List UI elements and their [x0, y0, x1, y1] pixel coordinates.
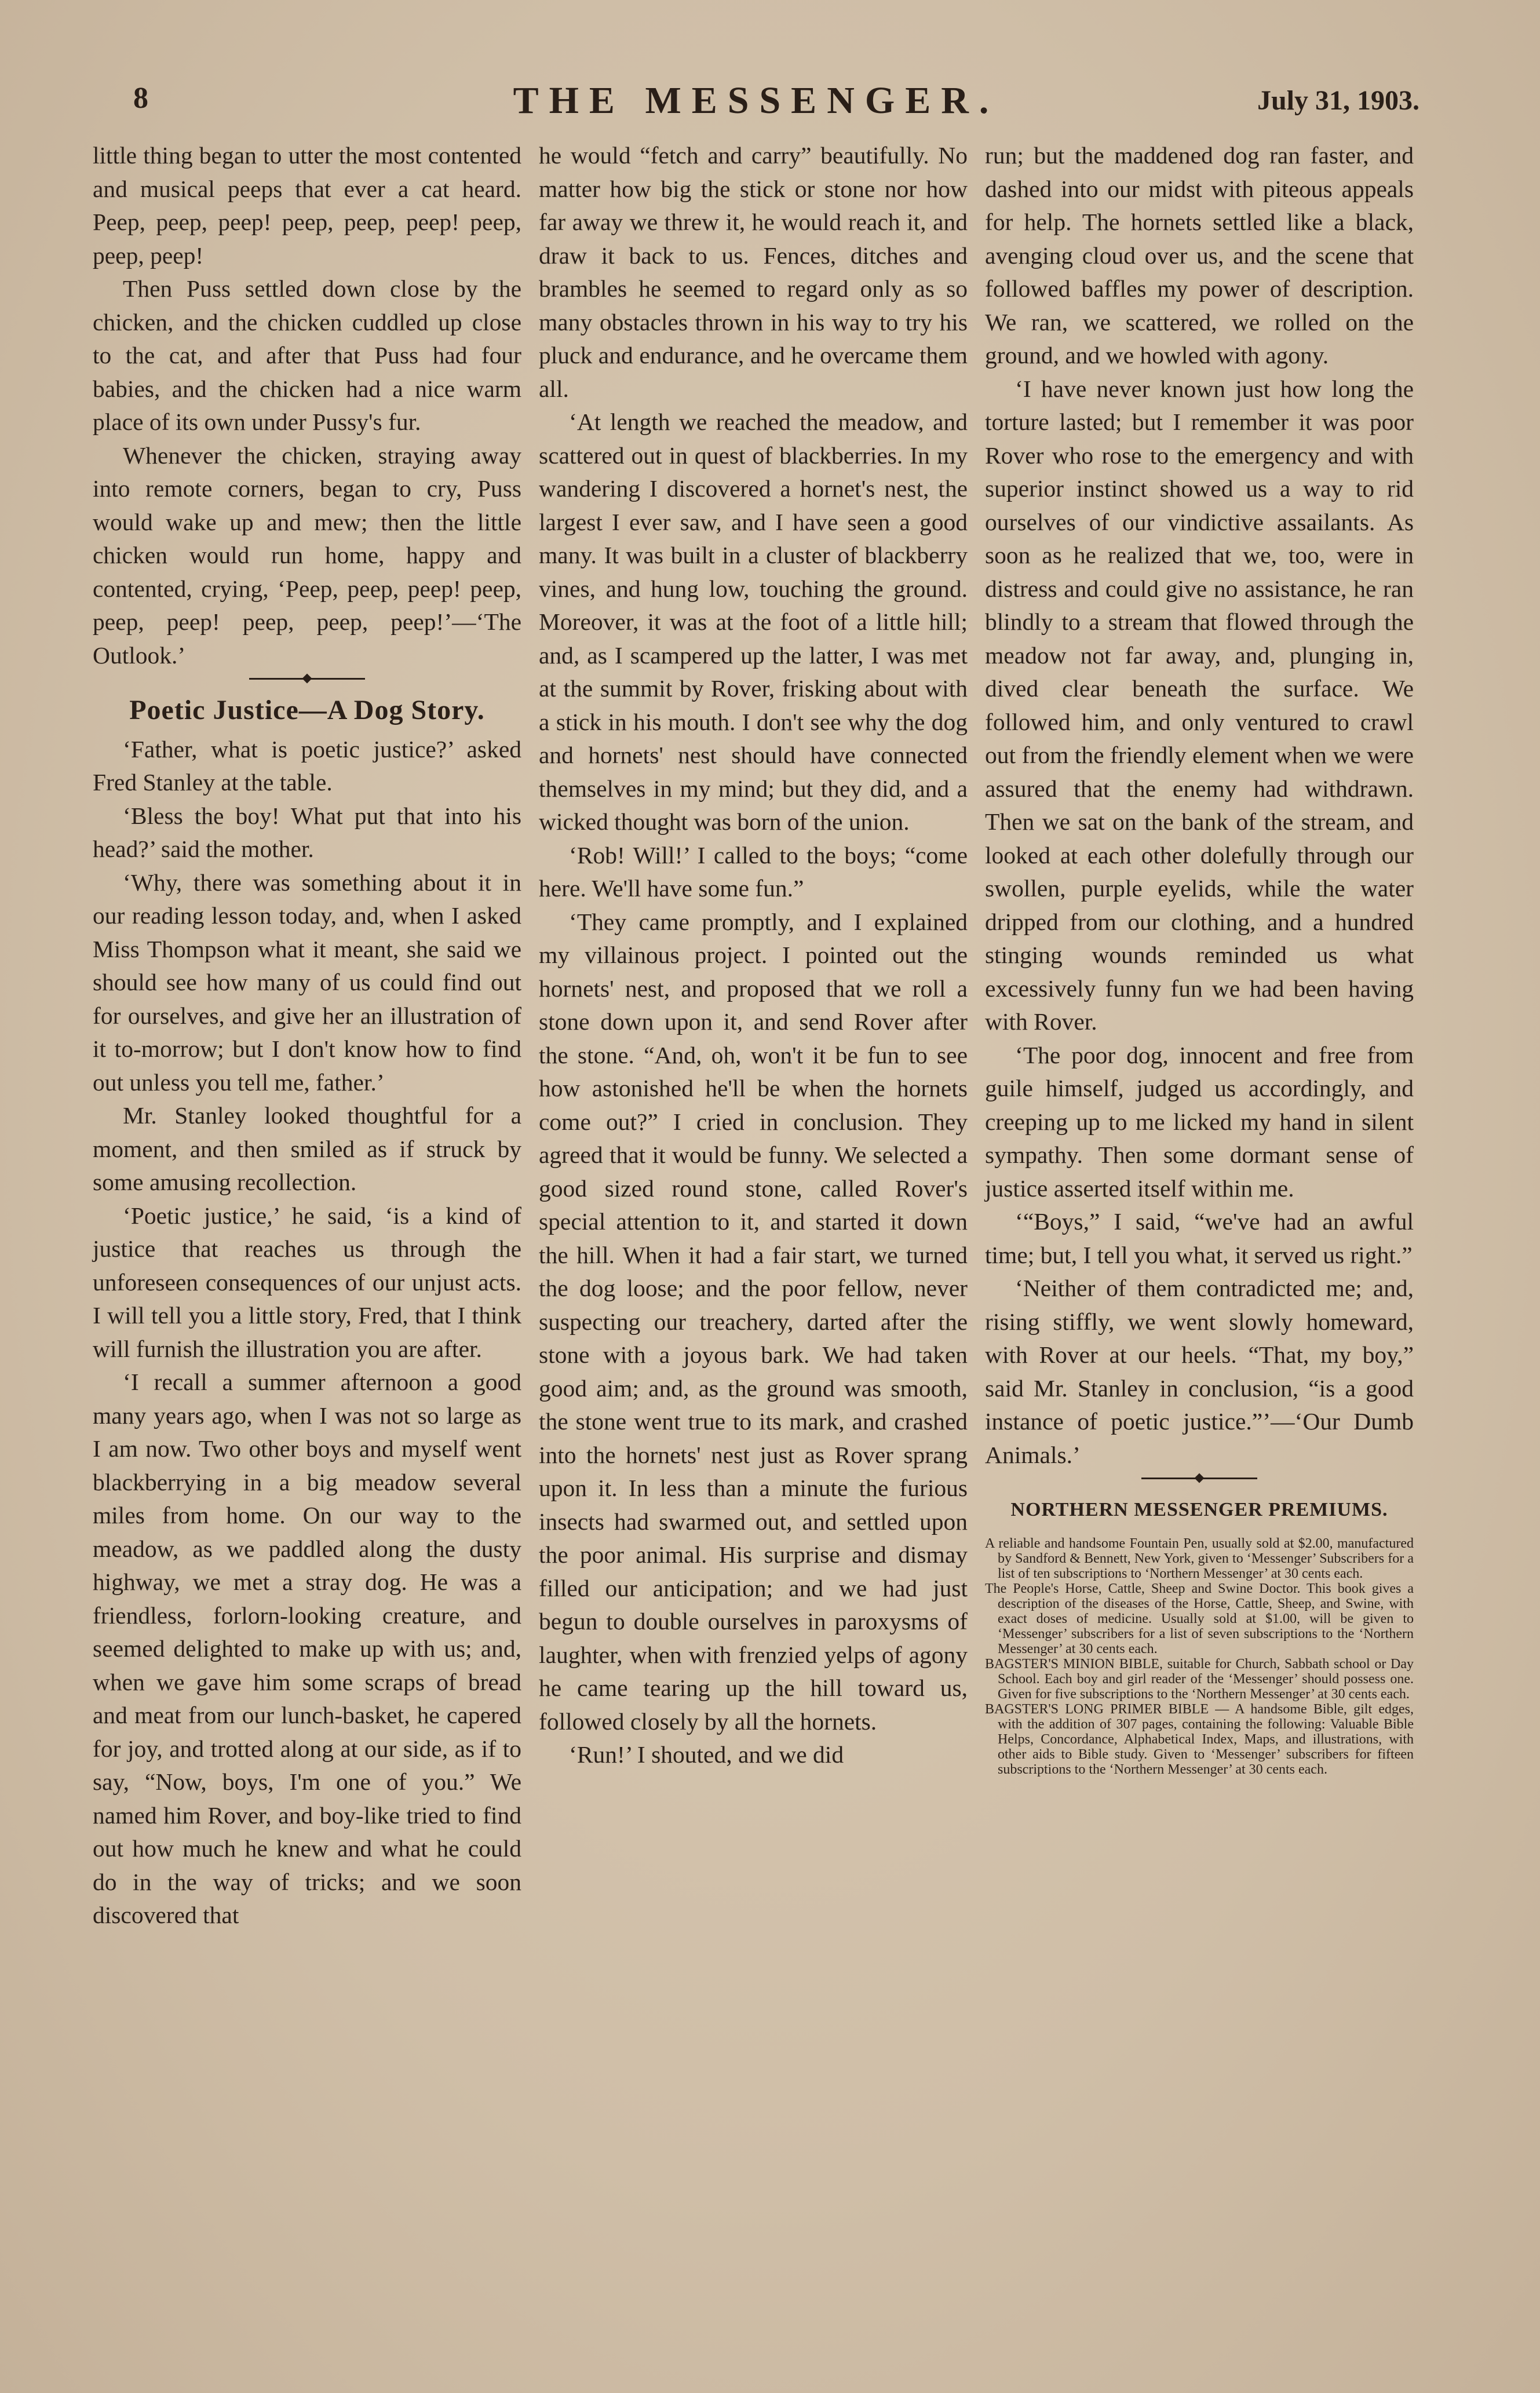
paragraph: ‘Father, what is poetic justice?’ asked Fred Stanley at the table. — [93, 735, 521, 796]
paragraph: ‘Rob! Will!’ I called to the boys; “come here. We'll have some fun.” — [539, 841, 968, 902]
issue-date: July 31, 1903. — [1257, 85, 1419, 116]
paragraph: ‘Neither of them contradicted me; and, rising stiffly, we went slowly homeward, with Rover at our heels. “That, my boy,” said Mr. Stanley in conclusion, “is a good instance of poetic justice.”’—‘Our Dumb Animals.’ — [985, 1275, 1414, 1468]
premium-item: A reliable and handsome Fountain Pen, usually sold at $2.00, manufactured by Sandford & Bennett, New York, given to ‘Messenger’ Subscribers for a list of ten subscriptions to ‘Northern Messenger’ at 30 cents each. — [985, 1535, 1414, 1581]
premiums-title: NORTHERN MESSENGER PREMIUMS. — [1010, 1499, 1388, 1520]
paragraph: ‘Poetic justice,’ he said, ‘is a kind of justice that reaches us through the unforeseen consequences of our unjust acts. I will tell you a little story, Fred, that I think will furnish the illustration you are after. — [93, 1202, 521, 1362]
premium-item: BAGSTER'S LONG PRIMER BIBLE — A handsome Bible, gilt edges, with the addition of 307 pages, containing the following: Valuable Bible Helps, Concordance, Alphabetical Index, Maps, and illustrations, with other aids to Bible study. Given to ‘Messenger’ subscribers for fifteen subscriptions to the ‘Northern Messenger’ at 30 cents each. — [985, 1701, 1414, 1777]
paragraph: Then Puss settled down close by the chicken, and the chicken cuddled up close to the cat, and after that Puss had four babies, and the chicken had a nice warm place of its own under Pussy's fur. — [93, 275, 521, 435]
section-divider — [1141, 1478, 1257, 1483]
premium-item: BAGSTER'S MINION BIBLE, suitable for Church, Sabbath school or Day School. Each boy and girl reader of the ‘Messenger’ should possess one. Given for five subscriptions to the ‘Northern Messenger’ at 30 cents each. — [985, 1656, 1414, 1702]
column-3 — [985, 139, 1414, 1777]
premiums-list — [985, 1536, 1414, 1777]
section-divider — [249, 678, 365, 683]
story-title: Poetic Justice—A Dog Story. — [129, 695, 485, 725]
paragraph: ‘The poor dog, innocent and free from guile himself, judged us accordingly, and creeping up to me licked my hand in silent sympathy. Then some dormant sense of justice asserted itself within me. — [985, 1041, 1414, 1202]
page-number: 8 — [133, 82, 148, 115]
paragraph: ‘“Boys,” I said, “we've had an awful time; but, I tell you what, it served us right.” — [985, 1208, 1414, 1268]
paragraph: ‘Why, there was something about it in our reading lesson today, and, when I asked Miss Thompson what it meant, she said we should see how many of us could find out for ourselves, and give her an illustration of it to-morrow; but I don't know how to find out unless you tell me, father.’ — [93, 869, 521, 1096]
paragraph: run; but the maddened dog ran faster, and dashed into our midst with piteous appeals for help. The hornets settled like a black, avenging cloud over us, and the scene that followed baffles my power of description. We ran, we scattered, we rolled on the ground, and we howled with agony. — [985, 142, 1414, 369]
paragraph: Mr. Stanley looked thoughtful for a moment, and then smiled as if struck by some amusing recollection. — [93, 1102, 521, 1195]
column-1 — [93, 139, 521, 1932]
publication-title: THE MESSENGER. — [513, 79, 999, 122]
paragraph: ‘I have never known just how long the torture lasted; but I remember it was poor Rover who rose to the emergency and with superior instinct showed us a way to rid ourselves of our vindictive assailants. As soon as he realized that we, too, were in distress and could give no assistance, he ran blindly to a stream that flowed through the meadow not far away, and, plunging in, dived clear beneath the surface. We followed him, and only ventured to crawl out from the friendly element when we were assured that the enemy had withdrawn. Then we sat on the bank of the stream, and looked at each other dolefully through our swollen, purple eyelids, while the water dripped from our clothing, and a hundred stinging wounds reminded us what excessively funny fun we had been having with Rover. — [985, 375, 1414, 1035]
paragraph: ‘Bless the boy! What put that into his head?’ said the mother. — [93, 802, 521, 862]
paragraph: ‘At length we reached the meadow, and scattered out in quest of blackberries. In my wandering I discovered a hornet's nest, the largest I ever saw, and I have seen a good many. It was built in a cluster of blackberry vines, and hung low, touching the ground. Moreover, it was at the foot of a little hill; and, as I scampered up the latter, I was met at the summit by Rover, frisking about with a stick in his mouth. I don't see why the dog and hornets' nest should have connected themselves in my mind; but they did, and a wicked thought was born of the union. — [539, 408, 968, 835]
page-header — [93, 81, 1419, 133]
paragraph: Whenever the chicken, straying away into remote corners, began to cry, Puss would wake up and mew; then the little chicken would run home, happy and contented, crying, ‘Peep, peep, peep! peep, peep, peep! peep, peep, peep!’—‘The Outlook.’ — [93, 442, 521, 669]
paragraph: ‘I recall a summer afternoon a good many years ago, when I was not so large as I am now. Two other boys and myself went blackberrying in a big meadow several miles from home. On our way to the meadow, as we paddled along the dusty highway, we met a stray dog. He was a friendless, forlorn-looking creature, and seemed delighted to make up with us; and, when we gave him some scraps of bread and meat from our lunch-basket, he capered for joy, and trotted along at our side, as if to say, “Now, boys, I'm one of you.” We named him Rover, and boy-like tried to find out how much he knew and what he could do in the way of tricks; and we soon discovered that — [93, 1369, 521, 1928]
paragraph: ‘Run!’ I shouted, and we did — [569, 1741, 844, 1768]
paragraph: little thing began to utter the most contented and musical peeps that ever a cat heard. Peep, peep, peep! peep, peep, peep! peep, peep, peep! — [93, 142, 521, 269]
paragraph: ‘They came promptly, and I explained my villainous project. I pointed out the hornets' nest, and proposed that we roll a stone down upon it, and send Rover after the stone. “And, oh, won't it be fun to see how astonished he'll be when the hornets come out?” I cried in conclusion. They agreed that it would be funny. We selected a good sized round stone, called Rover's special attention to it, and started it down the hill. When it had a fair start, we turned the dog loose; and the poor fellow, never suspecting our treachery, darted after the stone with a joyous bark. We had taken good aim; and, as the ground was smooth, the stone went true to its mark, and crashed into the hornets' nest just as Rover sprang upon it. In less than a minute the furious insects had swarmed out, and settled upon the poor animal. His surprise and dismay filled our anticipation; and we had just begun to double ourselves in paroxysms of laughter, when with frenzied yelps of agony he came tearing up the hill toward us, followed closely by all the hornets. — [539, 908, 968, 1735]
column-2 — [539, 139, 968, 1772]
paragraph: he would “fetch and carry” beautifully. No matter how big the stick or stone nor how far away we threw it, he would reach it, and draw it back to us. Fences, ditches and brambles he seemed to regard only as so many obstacles thrown in his way to try his pluck and endurance, and he overcame them all. — [539, 142, 968, 402]
premium-item: The People's Horse, Cattle, Sheep and Swine Doctor. This book gives a description of the diseases of the Horse, Cattle, Sheep, and Swine, with exact doses of medicine. Usually sold at $1.00, will be given to ‘Messenger’ subscribers for a list of seven subscriptions to the ‘Northern Messenger’ at 30 cents each. — [985, 1581, 1414, 1657]
